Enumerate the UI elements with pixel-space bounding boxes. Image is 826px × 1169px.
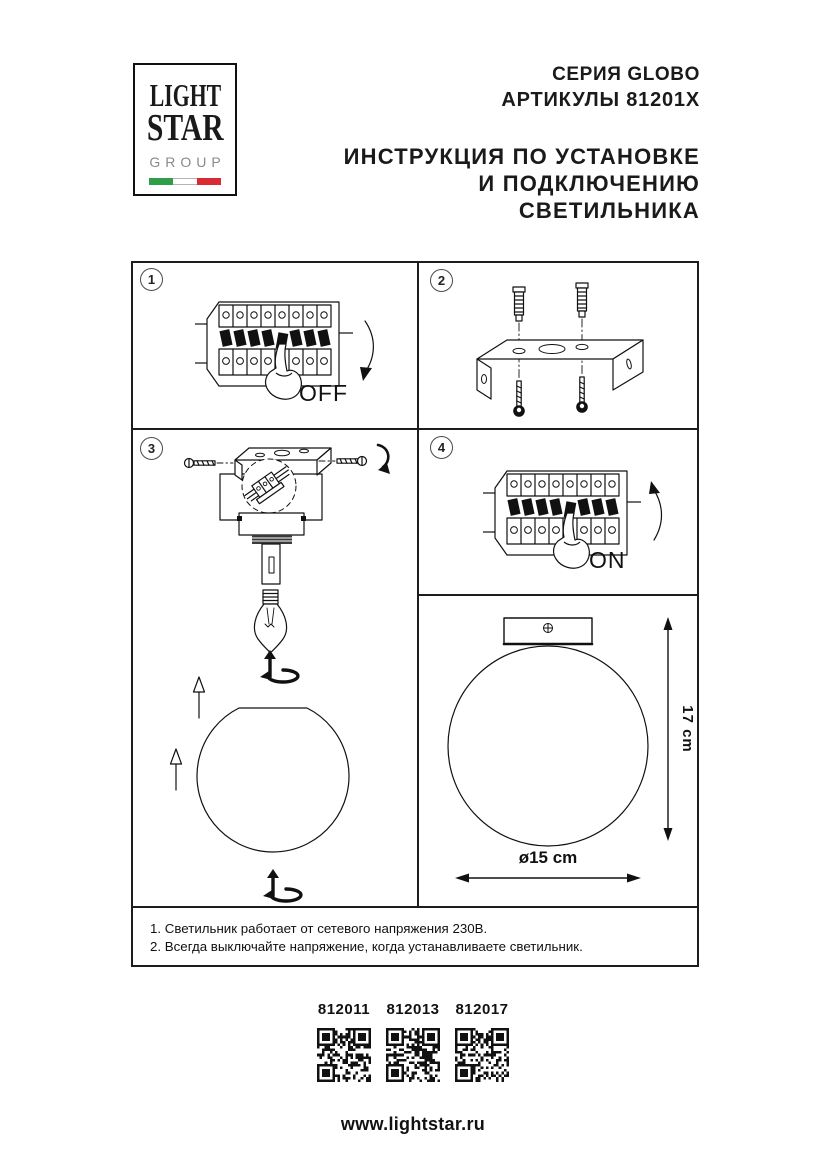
notes-panel xyxy=(133,908,697,965)
up-arrow-icon xyxy=(171,749,182,790)
ceiling-mount xyxy=(504,618,592,644)
circuit-breaker-on-diagram xyxy=(467,454,695,580)
logo-word-group: GROUP xyxy=(149,154,226,170)
off-label: OFF xyxy=(299,380,348,406)
article-code: 812013 xyxy=(386,1001,440,1018)
qr-code xyxy=(317,1028,371,1082)
note-line-1: 1. Светильник работает от сетевого напряжения 230В. xyxy=(150,921,488,936)
step-4-panel xyxy=(419,430,699,594)
on-arrow-icon xyxy=(649,481,662,540)
bulb-icon xyxy=(254,590,286,653)
diameter-dimension-arrow xyxy=(455,874,641,883)
up-arrow-icon xyxy=(194,677,205,718)
website-url: www.lightstar.ru xyxy=(340,1114,486,1134)
step-2-panel xyxy=(419,263,699,428)
rotation-arrow-icon xyxy=(378,445,390,474)
article-code: 812011 xyxy=(317,1001,371,1018)
height-dimension-label: 17 cm xyxy=(679,705,696,753)
step-number: 4 xyxy=(430,436,453,459)
step-3-panel xyxy=(133,430,417,906)
diameter-dimension-label: ø15 cm xyxy=(518,848,578,867)
globe-shade xyxy=(197,708,349,852)
article-code: 812017 xyxy=(455,1001,509,1018)
logo-word-star: STAR xyxy=(146,107,224,149)
dimensions-diagram xyxy=(419,596,699,906)
fixture-assembly-diagram xyxy=(133,430,417,906)
logo-word-light: LIGHT xyxy=(149,77,221,113)
article-column xyxy=(385,1001,441,1082)
articles-title: АРТИКУЛЫ 81201X xyxy=(501,89,700,111)
wall-plug-icon xyxy=(513,287,525,321)
step-number: 1 xyxy=(140,268,163,291)
article-column xyxy=(316,1001,372,1082)
series-title: СЕРИЯ GLOBO xyxy=(552,64,700,85)
qr-code xyxy=(455,1028,509,1082)
globe-shade xyxy=(448,646,648,846)
circuit-breaker-off-diagram xyxy=(167,285,395,411)
step-number: 3 xyxy=(140,437,163,460)
wall-plug-icon xyxy=(576,283,588,317)
dimensions-panel xyxy=(419,596,699,906)
article-codes-row xyxy=(0,1001,826,1082)
bracket-mounting-diagram xyxy=(419,263,699,428)
step-1-panel xyxy=(133,263,417,428)
lightstar-logo xyxy=(133,63,237,196)
mounting-bracket xyxy=(477,340,643,399)
article-column xyxy=(454,1001,510,1082)
header xyxy=(290,62,700,224)
screw-icon xyxy=(514,381,524,416)
on-label: ON xyxy=(589,547,626,573)
screw-icon xyxy=(577,377,587,412)
height-dimension-arrow xyxy=(664,617,673,841)
instruction-title-line1: ИНСТРУКЦИЯ ПО УСТАНОВКЕ xyxy=(343,144,700,169)
qr-code xyxy=(386,1028,440,1082)
rotation-arrow-icon xyxy=(260,650,298,682)
note-line-2: 2. Всегда выключайте напряжение, когда устанавливаете светильник. xyxy=(150,938,583,954)
off-arrow-icon xyxy=(360,321,373,381)
step-number: 2 xyxy=(430,269,453,292)
italian-flag-stripe xyxy=(149,178,221,185)
instruction-title-line2: И ПОДКЛЮЧЕНИЮ СВЕТИЛЬНИКА xyxy=(478,171,700,223)
screw-icon xyxy=(185,459,234,468)
steps-grid xyxy=(131,261,699,967)
fixture-base xyxy=(237,513,306,584)
rotation-arrow-icon xyxy=(263,869,301,901)
